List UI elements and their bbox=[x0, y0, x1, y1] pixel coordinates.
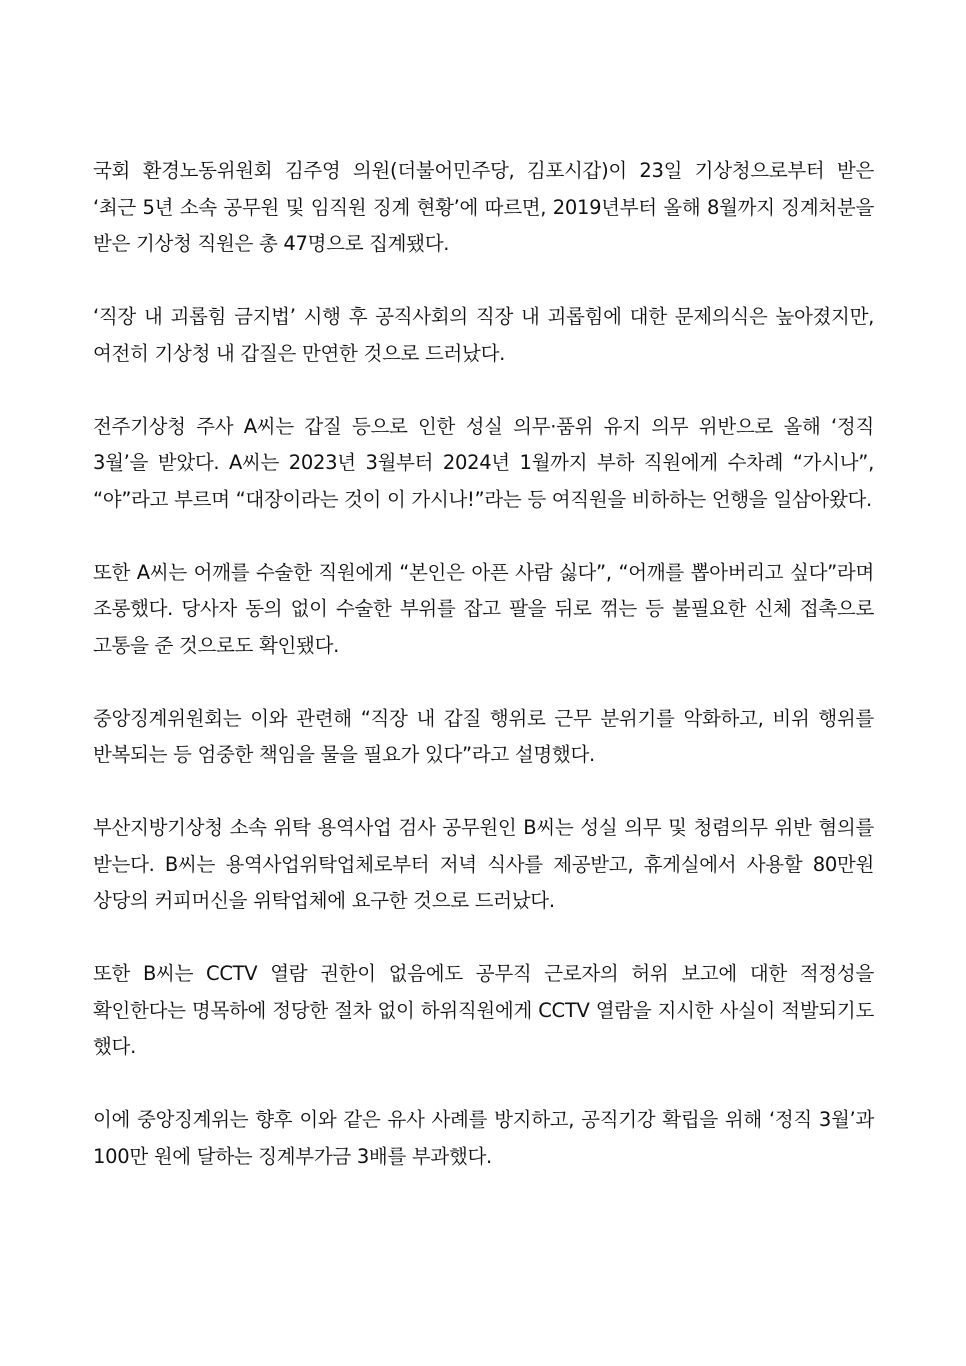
paragraph-6: 부산지방기상청 소속 위탁 용역사업 검사 공무원인 B씨는 성실 의무 및 청렴의무 위반 혐의를 받는다. B씨는 용역사업위탁업체로부터 저녁 식사를 제공받고, 휴게실에서 사용할 80만원 상당의 커피머신을 위탁업체에 요구한 것으로 드러났다. bbox=[93, 816, 874, 912]
paragraph-5: 중앙징계위원회는 이와 관련해 “직장 내 갑질 행위로 근무 분위기를 악화하고, 비위 행위를 반복되는 등 엄중한 책임을 물을 필요가 있다”라고 설명했다. bbox=[93, 706, 874, 766]
paragraph-4: 또한 A씨는 어깨를 수술한 직원에게 “본인은 아픈 사람 싫다”, “어깨를 뽑아버리고 싶다”라며 조롱했다. 당사자 동의 없이 수술한 부위를 잡고 팔을 뒤로 꺾는 등 불필요한 신체 접촉으로 고통을 준 것으로도 확인됐다. bbox=[93, 560, 874, 657]
paragraph-7: 또한 B씨는 CCTV 열람 권한이 없음에도 공무직 근로자의 허위 보고에 대한 적정성을 확인한다는 명목하에 정당한 절차 없이 하위직원에게 CCTV 열람을 지시한 사실이 적발되기도 했다. bbox=[93, 962, 874, 1058]
paragraph-1: 국회 환경노동위원회 김주영 의원(더불어민주당, 김포시갑)이 23일 기상청으로부터 받은 ‘최근 5년 소속 공무원 및 임직원 징계 현황’에 따르면, 2019년부터 올해 8월까지 징계처분을 받은 기상청 직원은 총 47명으로 집계됐다. bbox=[93, 159, 874, 255]
paragraph-2: ‘직장 내 괴롭힘 금지법’ 시행 후 공직사회의 직장 내 괴롭힘에 대한 문제의식은 높아졌지만, 여전히 기상청 내 갑질은 만연한 것으로 드러났다. bbox=[93, 305, 874, 365]
paragraph-3: 전주기상청 주사 A씨는 갑질 등으로 인한 성실 의무·품위 유지 의무 위반으로 올해 ‘정직 3월’을 받았다. A씨는 2023년 3월부터 2024년 1월까지 부하 직원에게 수차례 “가시나”, “야”라고 부르며 “대장이라는 것이 이 가시나!”라는 등 여직원을 비하하는 언행을 일삼아왔다. bbox=[93, 414, 874, 511]
paragraph-8: 이에 중앙징계위는 향후 이와 같은 유사 사례를 방지하고, 공직기강 확립을 위해 ‘정직 3월’과 100만 원에 달하는 징계부가금 3배를 부과했다. bbox=[93, 1108, 874, 1168]
document-body bbox=[93, 153, 874, 1175]
